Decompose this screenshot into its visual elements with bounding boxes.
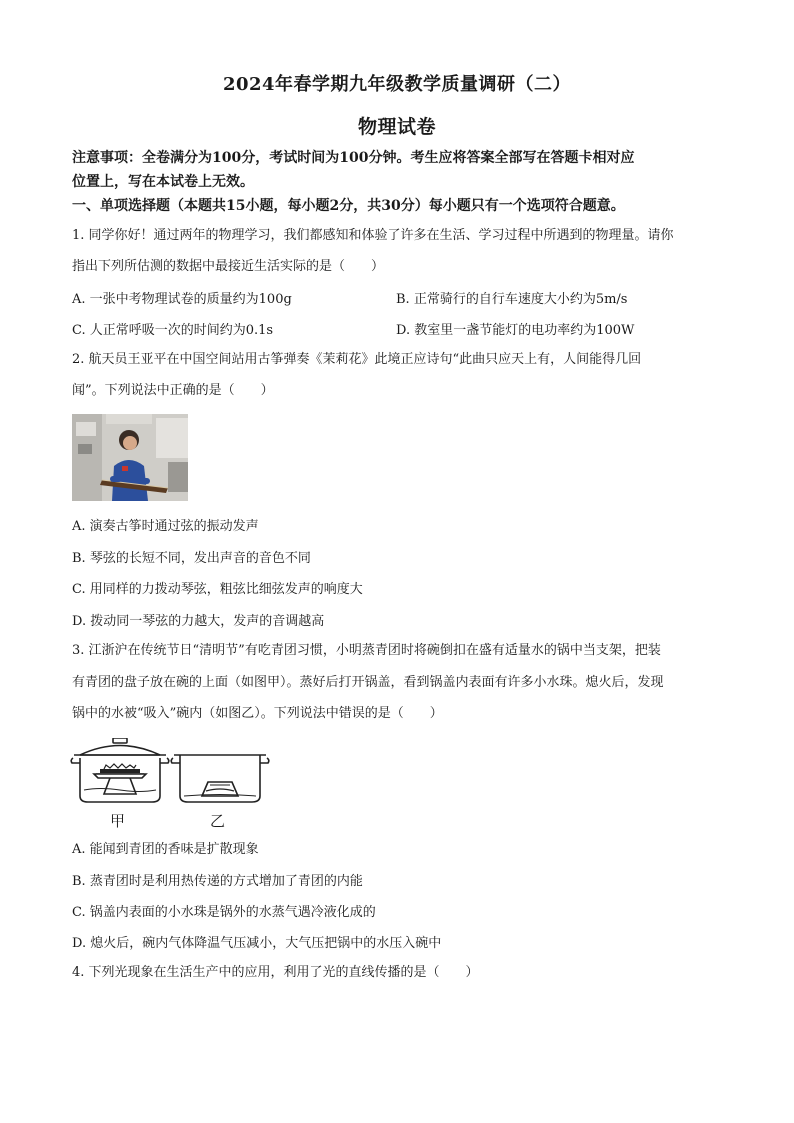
q2-option-c: C. 用同样的力拨动琴弦，粗弦比细弦发声的响度大: [72, 582, 363, 597]
pot-yi-drawing: [171, 755, 269, 802]
q1-option-c: C. 人正常呼吸一次的时间约为0.1s: [72, 323, 274, 338]
steaming-pot-figures: [70, 738, 270, 830]
q3-stem-line-3: 锅中的水被“吸入”碗内（如图乙）。下列说法中错误的是（ ）: [72, 706, 443, 721]
page-subtitle: 物理试卷: [357, 116, 436, 138]
q2-option-d: D. 拨动同一琴弦的力越大，发声的音调越高: [72, 614, 325, 629]
q1-stem-line-1: 1. 同学你好！通过两年的物理学习，我们都感知和体验了许多在生活、学习过程中所遇到的物理量。请你: [72, 228, 674, 243]
q2-option-b: B. 琴弦的长短不同，发出声音的音色不同: [72, 551, 311, 566]
section-heading: 一、单项选择题（本题共15小题，每小题2分，共30分）每小题只有一个选项符合题意。: [72, 198, 625, 214]
pot-jia-drawing: [71, 738, 169, 802]
q1-stem-line-2: 指出下列所估测的数据中最接近生活实际的是（ ）: [72, 259, 385, 274]
q2-stem-line-1: 2. 航天员王亚平在中国空间站用古筝弹奏《茉莉花》此境正应诗句“此曲只应天上有，人间能得几回: [72, 352, 642, 367]
figure-label-jia: 甲: [110, 812, 126, 830]
q3-option-d: D. 熄火后，碗内气体降温气压减小，大气压把锅中的水压入碗中: [72, 936, 442, 951]
page-title: 2024年春学期九年级教学质量调研（二）: [222, 74, 572, 95]
q1-option-a: A. 一张中考物理试卷的质量约为100g: [72, 292, 292, 307]
astronaut-photo-illustration: [72, 414, 188, 501]
q3-option-b: B. 蒸青团时是利用热传递的方式增加了青团的内能: [72, 874, 363, 889]
q1-option-d: D. 教室里一盏节能灯的电功率约为100W: [396, 323, 635, 338]
q4-stem-line-1: 4. 下列光现象在生活生产中的应用，利用了光的直线传播的是（ ）: [72, 965, 479, 980]
q2-stem-line-2: 闻”。下列说法中正确的是（ ）: [72, 383, 274, 398]
pot-diagram: [70, 738, 270, 830]
q3-option-a: A. 能闻到青团的香味是扩散现象: [72, 842, 259, 857]
q1-option-b: B. 正常骑行的自行车速度大小约为5m/s: [396, 292, 628, 307]
notice-line-1: 注意事项：全卷满分为100分，考试时间为100分钟。考生应将答案全部写在答题卡相对应: [72, 150, 635, 166]
figure-label-yi: 乙: [210, 812, 226, 830]
q3-stem-line-1: 3. 江浙沪在传统节日“清明节”有吃青团习惯，小明蒸青团时将碗倒扣在盛有适量水的锅中当支架，把装: [72, 643, 661, 658]
notice-line-2: 位置上，写在本试卷上无效。: [72, 174, 254, 190]
q3-option-c: C. 锅盖内表面的小水珠是锅外的水蒸气遇冷液化成的: [72, 905, 376, 920]
q2-option-a: A. 演奏古筝时通过弦的振动发声: [72, 519, 259, 534]
q3-stem-line-2: 有青团的盘子放在碗的上面（如图甲）。蒸好后打开锅盖，看到锅盖内表面有许多小水珠。熄火后，发现: [72, 675, 664, 690]
astronaut-guzheng-photo: [72, 414, 188, 501]
